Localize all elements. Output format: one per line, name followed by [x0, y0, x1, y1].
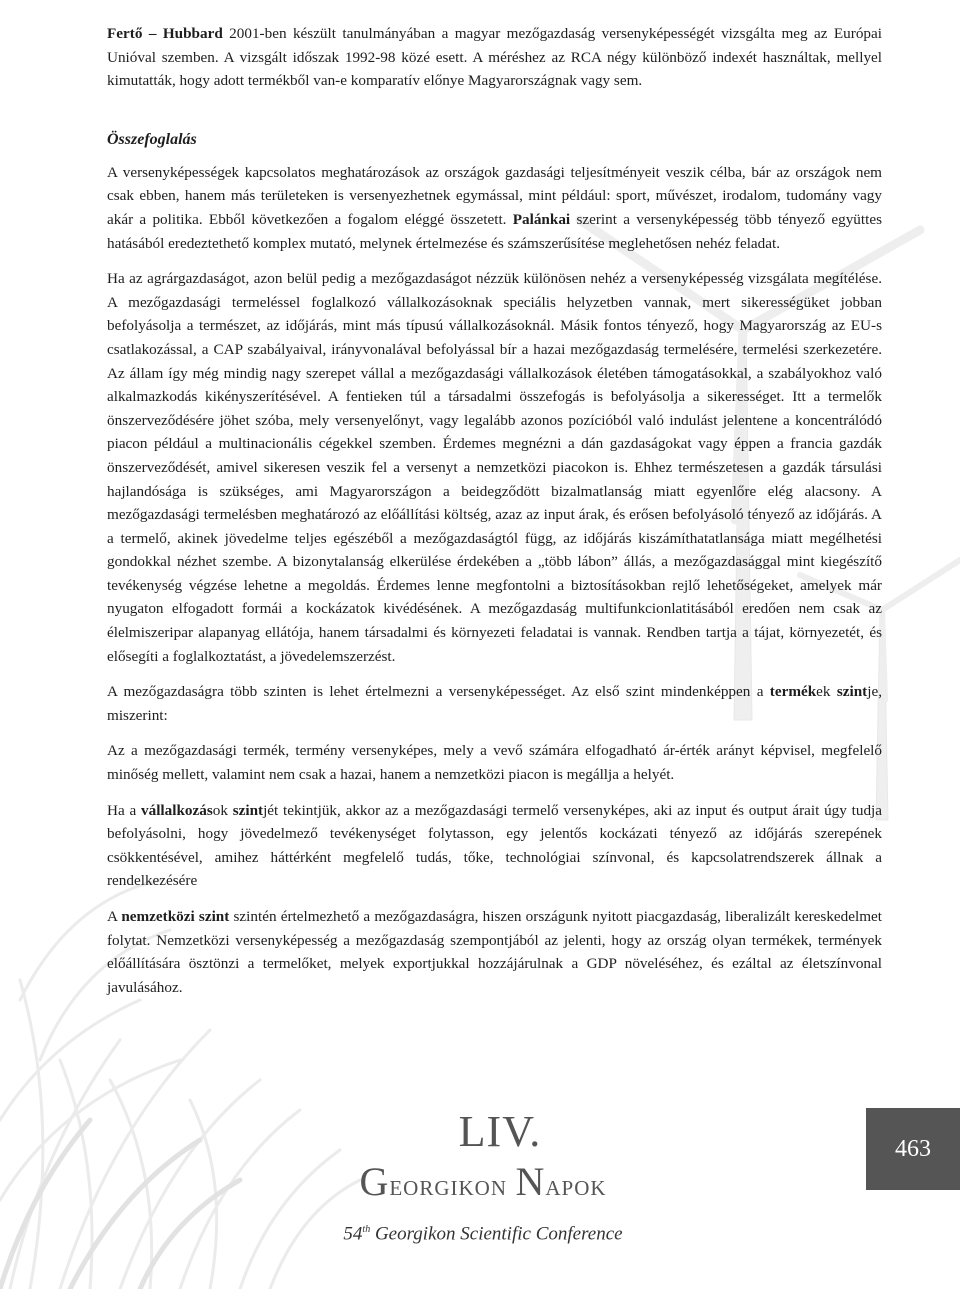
- text-run: A mezőgazdaságra több szinten is lehet értelmezni a versenyképességet. Az első szint mindenképpen a: [107, 683, 770, 701]
- subtitle-ordinal: th: [362, 1224, 371, 1235]
- conference-name-initial: N: [515, 1159, 546, 1204]
- text-run: Ha a: [107, 801, 141, 819]
- bold-run: Fertő – Hubbard: [107, 25, 223, 42]
- conference-edition-roman: LIV.: [458, 1107, 542, 1156]
- body-paragraph: [107, 905, 882, 999]
- page-number-badge: [866, 1108, 960, 1190]
- bold-run: Palánkai: [512, 210, 571, 228]
- subtitle-text: Georgikon Scientific Conference: [370, 1223, 623, 1245]
- text-run: je, miszerint:: [107, 683, 882, 724]
- conference-subtitle: [313, 1217, 653, 1247]
- bold-run: nemzetközi szint: [121, 908, 230, 925]
- text-run: A versenyképességek kapcsolatos meghatározások az országok gazdasági teljesítményeit veszik célba, bár az országok nem csak ebben, hanem más területeken is versenyezhetnek egymással, mint például: sport, művészet, irodalom, tudomány vagy akár a politika. Ebből következően a fogalom eléggé összetett.: [107, 163, 882, 228]
- text-run: Ha az agrárgazdaságot, azon belül pedig a mezőgazdaságot nézzük különösen nehéz a versenyképesség vizsgálata megítélése. A mezőgazdasági termeléssel foglalkozó vállalkozásoknak speciális helyzetben vannak, mert sikerességüket jobban befolyásolja a természet, az időjárás, mint más típusú vállalkozásoknál. Másik fontos tényező, hogy Magyarország az EU-s csatlakozással, a CAP szabályaival, irányvonalával befolyással bír a hazai mezőgazdaság termelésére, termelési szerkezetére. Az állam így még mindig nagy szerepet vállal a mezőgazdasági vállalkozások életében támogatásokkal, a szabályokhoz való alkalmazkodás kikényszerítésével. A fentieken túl a társadalmi összefogás is befolyásolja a sikerességet. Itt a termelők önszerveződésére jöhet szóba, mely versenyelőnyt, vagy legalább azonos pozícióból való indulást jelentene a koncentrálódó piacon például a multinacionális cégekkel szemben. Érdemes megnézni a dán gazdaságokat vagy éppen a francia gazdák önszerveződését, amivel sikeresen veszik fel a versenyt a nemzetközi piacokon is. Ehhez természetesen a gazdák társulási hajlandósága is szükséges, ami Magyarországon a beidegződött bizalmatlanság miatt egyenlőre elég alacsony. A mezőgazdasági termelésben meghatározó az előállítási költség, azaz az input árak, és erősen befolyásoló tényező az időjárás. A a termelő, akinek jövedelme teljes egészéből a mezőgazdaságtól függ, az időjárás kiszámíthatatlansága miatt megélhetési gondokkal nézhet szembe. A bizonytalanság elkerülése érdekében a „több lábon” állás, a mezőgazdasággal mint kiegészítő tevékenység végzése lehetne a megoldás. Érdemes lenne megfontolni a biztosításokban rejlő lehetőségeket, amelyek már nyugaton elfogadott formái a kockázatok kivédésének. A mezőgazdaság multifunkcionlatitásából eredően nem csak az élelmiszeripar alapanyag ellátója, hanem társadalmi és környezeti feladatai is vannak. Rendben tartja a tájat, környezetét, és elősegíti a foglalkoztatást, a jövedelemszerzést.: [107, 270, 882, 665]
- subtitle-number: 54: [343, 1223, 363, 1245]
- text-run: jét tekintjük, akkor az a mezőgazdasági termelő versenyképes, aki az input és output árait úgy tudja befolyásolni, hogy jövedelmező tevékenységet folytasson, egy jelentős kockázati tényező az időjárás szerepének csökkentésével, amihez háttérként megfelelő tudás, tőke, technológiai színvonal, és kapcsolatrendszerek állnak a rendelkezésére: [107, 801, 883, 890]
- conference-name: [303, 1159, 663, 1206]
- conference-name-word: eorgikon: [389, 1169, 507, 1202]
- conference-name-word: apok: [545, 1169, 607, 1202]
- body-paragraph: [107, 799, 882, 893]
- intro-paragraph: [107, 22, 882, 93]
- body-paragraph: [107, 739, 882, 786]
- body-paragraph: [107, 267, 882, 668]
- bold-run: szint: [836, 683, 868, 701]
- text-run: szerint a versenyképesség több tényező együttes hatásából eredeztethető komplex mutató, melynek értelmezése és számszerűsítése meglehetősen nehéz feladat.: [107, 210, 882, 252]
- bold-run: szint: [232, 801, 264, 819]
- text-run: 2001-ben készült tanulmányában a magyar mezőgazdaság versenyképességét vizsgálta meg az Európai Unióval szemben. A vizsgált időszak 1992-98 közé esett. A méréshez az RCA négy különböző indexét használtak, mellyel kimutatták, hogy adott termékből van-e komparatív előnye Magyarországnak vagy sem.: [107, 25, 882, 90]
- page-body: [107, 22, 882, 1011]
- section-heading: Összefoglalás: [107, 130, 197, 148]
- page-number: 463: [895, 1135, 931, 1162]
- conference-name-initial: G: [359, 1159, 390, 1204]
- bold-run: vállalkozás: [141, 801, 213, 819]
- text-run: szintén értelmezhető a mezőgazdaságra, hiszen országunk nyitott piacgazdaság, liberalizált kereskedelmet folytat. Nemzetközi versenyképesség a mezőgazdaság szempontjából az jelenti, hogy az ország olyan termékek, termények előállítására ösztönzi a termelőket, melyek exportjukkal hozzájárulnak a GDP növeléséhez, és ezáltal az életszínvonal javulásához.: [107, 908, 882, 996]
- text-run: ok: [212, 801, 233, 819]
- body-paragraph: [107, 680, 882, 727]
- body-paragraph: [107, 161, 882, 255]
- text-run: Az a mezőgazdasági termék, termény versenyképes, mely a vevő számára elfogadható ár-érték arányt képvisel, megfelelő minőség mellett, valamint nem csak a hazai, hanem a nemzetközi piacon is megállja a helyét.: [107, 742, 882, 784]
- bold-run: termék: [769, 683, 817, 701]
- text-run: ek: [816, 683, 837, 701]
- text-run: A: [107, 908, 122, 925]
- conference-footer: [0, 1100, 960, 1289]
